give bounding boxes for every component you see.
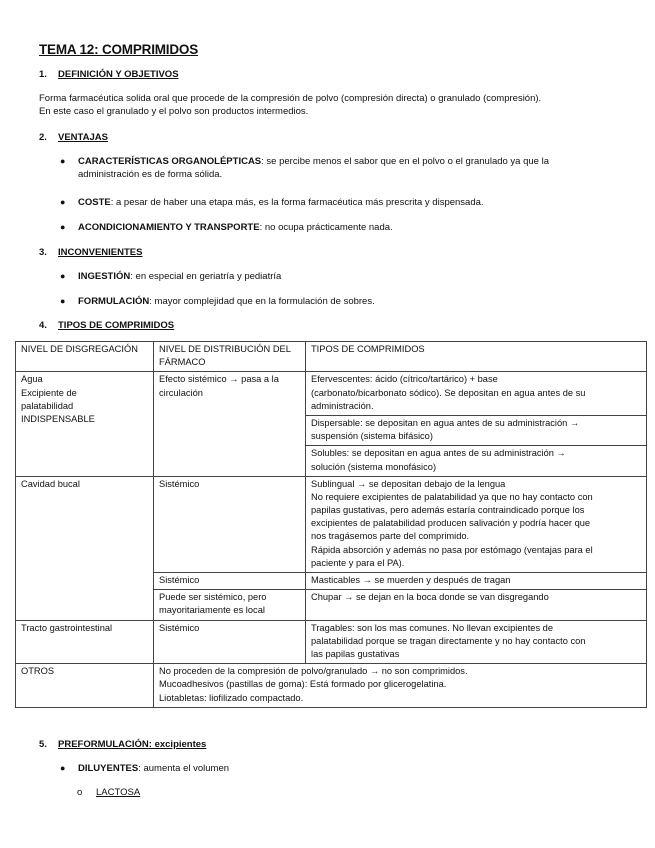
cell-text: paciente y para el PA).: [311, 557, 405, 568]
cell-text: palatabilidad: [21, 400, 74, 411]
bullet-term: FORMULACIÓN: [78, 296, 150, 307]
cell-text: Puede ser sistémico, pero: [159, 592, 267, 603]
table-cell-level: [16, 664, 154, 708]
cell-text: Chupar → se dejan en la boca donde se van disgregando: [311, 592, 549, 603]
cell-text: Liotabletas: liofilizado compactado.: [159, 692, 304, 703]
table-cell-types: [306, 372, 647, 416]
section-label: VENTAJAS: [58, 132, 108, 143]
cell-text: Rápida absorción y además no pasa por estómago (ventajas para el: [311, 544, 593, 555]
table-cell-types: [306, 415, 647, 445]
section-label: PREFORMULACIÓN: [58, 739, 149, 750]
cell-text: (carbonato/bicarbonato sódico). Se depositan en agua antes de su: [311, 387, 586, 398]
bullet-icon: ●: [60, 156, 66, 166]
table-row: [16, 476, 647, 572]
cell-text: las papilas gustativas: [311, 648, 400, 659]
bullet-icon: ●: [60, 271, 66, 281]
bullet-text: : mayor complejidad que en la formulación de sobres.: [149, 296, 375, 307]
cell-text: INDISPENSABLE: [21, 413, 95, 424]
cell-text: solución (sistema monofásico): [311, 461, 437, 472]
cell-text: Tracto gastrointestinal: [21, 622, 113, 633]
cell-text: Sublingual → se depositan debajo de la lengua: [311, 478, 506, 489]
cell-text: Sistémico: [159, 575, 200, 585]
cell-text: administración.: [311, 400, 374, 411]
cell-text: Efecto sistémico → pasa a la: [159, 374, 279, 385]
section-heading-2: [39, 131, 108, 144]
section-label-suffix: : excipientes: [148, 739, 207, 750]
section-number: 4.: [39, 320, 47, 331]
section-number: 1.: [39, 69, 47, 80]
cell-text: mayoritariamente es local: [159, 605, 265, 616]
section-number: 5.: [39, 739, 47, 750]
cell-text: Cavidad bucal: [21, 478, 80, 489]
bullet-term: INGESTIÓN: [78, 271, 131, 282]
section-number: 3.: [39, 247, 47, 258]
table-header-cell: [16, 342, 154, 372]
bullet-term: ACONDICIONAMIENTO Y TRANSPORTE: [78, 222, 260, 233]
table-cell-level: [16, 620, 154, 664]
table-cell-distribution: [154, 573, 306, 590]
cell-text: Sistémico: [159, 478, 200, 489]
definition-line: En este caso el granulado y el polvo son productos intermedios.: [39, 106, 309, 118]
table-cell-distribution: [154, 372, 306, 476]
section-heading-5: [39, 738, 206, 751]
comprimidos-table: [15, 341, 647, 708]
header-text: FÁRMACO: [159, 357, 206, 368]
table-cell-distribution: [154, 620, 306, 664]
table-cell-types: [306, 590, 647, 620]
cell-text: Dispersable: se depositan en agua antes de su administración →: [311, 417, 580, 428]
bullet-icon: ●: [60, 763, 66, 773]
bullet-text: : no ocupa prácticamente nada.: [259, 222, 393, 233]
table-row: [16, 620, 647, 664]
section-heading-1: [39, 68, 179, 81]
cell-text: OTROS: [21, 666, 55, 677]
bullet-text: : aumenta el volumen: [138, 763, 230, 774]
table-cell-distribution: [154, 590, 306, 620]
sub-bullet-text: LACTOSA: [96, 787, 141, 798]
section-heading-3: [39, 246, 142, 259]
cell-text: Agua: [21, 374, 43, 385]
cell-text: circulación: [159, 387, 203, 398]
cell-text: palatabilidad porque se tragan directamente y no hay contacto con: [311, 635, 586, 646]
header-text: NIVEL DE DISTRIBUCIÓN DEL: [159, 344, 291, 354]
section-label: TIPOS DE COMPRIMIDOS: [58, 320, 175, 331]
bullet-term: DILUYENTES: [78, 763, 139, 774]
table-cell-level: [16, 372, 154, 476]
bullet-text: : se percibe menos el sabor que en el polvo o el granulado ya que la: [261, 156, 549, 167]
header-text: TIPOS DE COMPRIMIDOS: [311, 344, 425, 354]
table-cell-otros: [154, 664, 647, 708]
table-header-cell: [306, 342, 647, 372]
bullet-term: COSTE: [78, 197, 111, 208]
bullet-text: : en especial en geriatría y pediatría: [130, 271, 282, 282]
cell-text: Solubles: se depositan en agua antes de su administración →: [311, 448, 566, 459]
cell-text: Tragables: son los mas comunes. No llevan excipientes de: [311, 622, 554, 633]
section-label: DEFINICIÓN Y OBJETIVOS: [58, 69, 179, 80]
definition-paragraph: [39, 92, 629, 119]
bullet-text: : a pesar de haber una etapa más, es la forma farmacéutica más prescrita y dispensada.: [110, 197, 484, 208]
cell-text: Excipiente de: [21, 387, 77, 398]
cell-text: No proceden de la compresión de polvo/granulado → no son comprimidos.: [159, 666, 468, 677]
bullet-icon: ●: [60, 197, 66, 207]
circle-bullet-icon: o: [77, 787, 83, 798]
section-heading-4: [39, 319, 174, 332]
table-cell-level: [16, 476, 154, 620]
cell-text: Efervescentes: ácido (cítrico/tartárico) + base: [311, 374, 498, 385]
table-row: [16, 372, 647, 416]
cell-text: Sistémico: [159, 622, 200, 633]
table-cell-distribution: [154, 476, 306, 572]
table-cell-types: [306, 620, 647, 664]
cell-text: papilas gustativas, pero además estaría contraindicado porque los: [311, 505, 585, 516]
table-cell-types: [306, 476, 647, 572]
section-number: 2.: [39, 132, 47, 143]
definition-line: Forma farmacéutica solida oral que procede de la compresión de polvo (compresión directa) o granulado (compresión).: [39, 93, 542, 104]
cell-text: excipientes de palatabilidad producen salivación y podría hacer que: [311, 518, 591, 529]
bullet-icon: ●: [60, 296, 66, 306]
table-cell-types: [306, 573, 647, 590]
bullet-text-cont: administración es de forma sólida.: [78, 169, 223, 181]
cell-text: Masticables → se muerden y después de tragan: [311, 575, 511, 585]
table-row: [16, 664, 647, 708]
table-header-cell: [154, 342, 306, 372]
bullet-term: CARACTERÍSTICAS ORGANOLÉPTICAS: [78, 156, 262, 167]
header-text: NIVEL DE DISGREGACIÓN: [21, 344, 138, 354]
section-label: INCONVENIENTES: [58, 247, 143, 258]
cell-text: No requiere excipientes de palatabilidad ya que no hay contacto con: [311, 491, 593, 502]
table-cell-types: [306, 446, 647, 476]
cell-text: suspensión (sistema bifásico): [311, 431, 433, 442]
cell-text: nos tragásemos parte del comprimido.: [311, 531, 470, 542]
page-title: TEMA 12: COMPRIMIDOS: [39, 42, 199, 57]
table-header-row: [16, 342, 647, 372]
bullet-icon: ●: [60, 222, 66, 232]
cell-text: Mucoadhesivos (pastillas de goma): Está formado por glicerogelatina.: [159, 679, 447, 690]
